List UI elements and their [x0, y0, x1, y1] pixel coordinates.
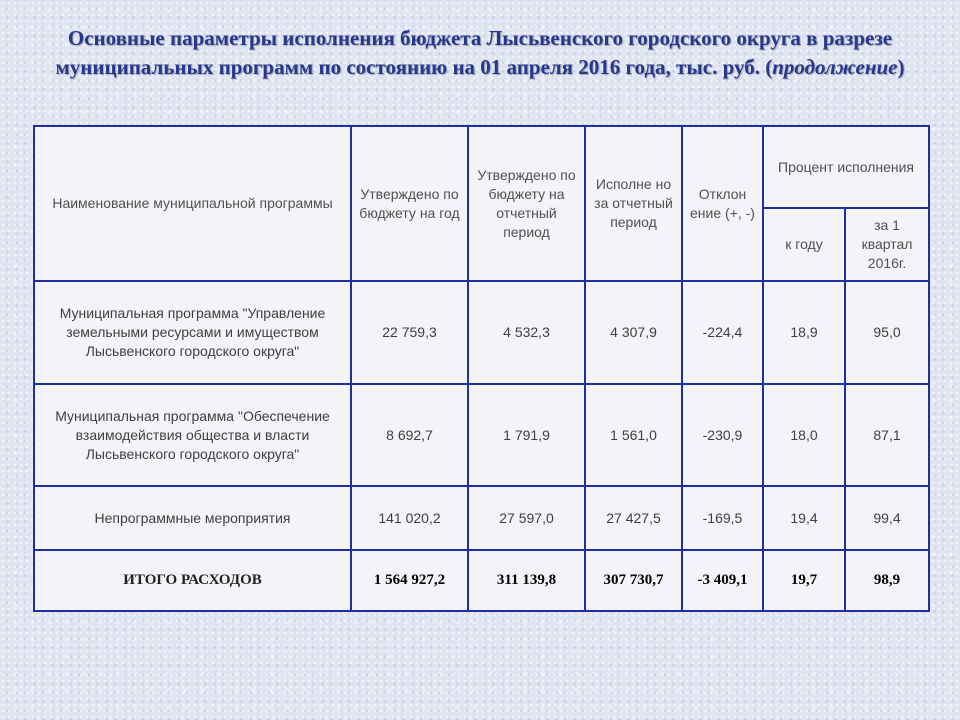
header-deviation: Отклон ение (+, -) [682, 126, 763, 281]
row-percent-year: 18,0 [763, 384, 845, 486]
total-row [34, 550, 929, 611]
header-program-name: Наименование муниципальной программы [34, 126, 351, 281]
header-approved-period: Утверждено по бюджету на отчетный период [468, 126, 585, 281]
budget-table [33, 125, 930, 612]
row-deviation: -230,9 [682, 384, 763, 486]
row-deviation: -224,4 [682, 281, 763, 384]
header-approved-year: Утверждено по бюджету на год [351, 126, 468, 281]
total-deviation: -3 409,1 [682, 550, 763, 611]
header-percent-group: Процент исполнения [763, 126, 929, 208]
row-executed-period: 1 561,0 [585, 384, 682, 486]
row-deviation: -169,5 [682, 486, 763, 550]
row-executed-period: 4 307,9 [585, 281, 682, 384]
header-percent-quarter: за 1 квартал 2016г. [845, 208, 929, 281]
slide-title [30, 24, 930, 82]
row-program-name: Муниципальная программа "Обеспечение взаимодействия общества и власти Лысьвенского городского округа" [34, 384, 351, 486]
total-approved-period: 311 139,8 [468, 550, 585, 611]
total-percent-year: 19,7 [763, 550, 845, 611]
table-row [34, 486, 929, 550]
total-approved-year: 1 564 927,2 [351, 550, 468, 611]
row-percent-quarter: 87,1 [845, 384, 929, 486]
header-executed-period: Исполне но за отчетный период [585, 126, 682, 281]
total-label: ИТОГО РАСХОДОВ [34, 550, 351, 611]
row-percent-year: 19,4 [763, 486, 845, 550]
row-approved-year: 141 020,2 [351, 486, 468, 550]
title-italic-text: продолжение [772, 55, 898, 79]
row-approved-period: 4 532,3 [468, 281, 585, 384]
table-row [34, 384, 929, 486]
header-percent-year: к году [763, 208, 845, 281]
row-program-name: Муниципальная программа "Управление земельными ресурсами и имуществом Лысьвенского городского округа" [34, 281, 351, 384]
row-percent-quarter: 95,0 [845, 281, 929, 384]
total-percent-quarter: 98,9 [845, 550, 929, 611]
row-program-name: Непрограммные мероприятия [34, 486, 351, 550]
total-executed-period: 307 730,7 [585, 550, 682, 611]
table-row [34, 281, 929, 384]
row-percent-year: 18,9 [763, 281, 845, 384]
title-close-paren: ) [897, 55, 905, 79]
row-percent-quarter: 99,4 [845, 486, 929, 550]
row-approved-period: 27 597,0 [468, 486, 585, 550]
title-text: Основные параметры исполнения бюджета Лысьвенского городского округа в разрезе муниципальных программ по состоянию на 01 апреля 2016 года, тыс. руб. ( [55, 26, 893, 79]
row-approved-period: 1 791,9 [468, 384, 585, 486]
row-approved-year: 8 692,7 [351, 384, 468, 486]
row-approved-year: 22 759,3 [351, 281, 468, 384]
row-executed-period: 27 427,5 [585, 486, 682, 550]
